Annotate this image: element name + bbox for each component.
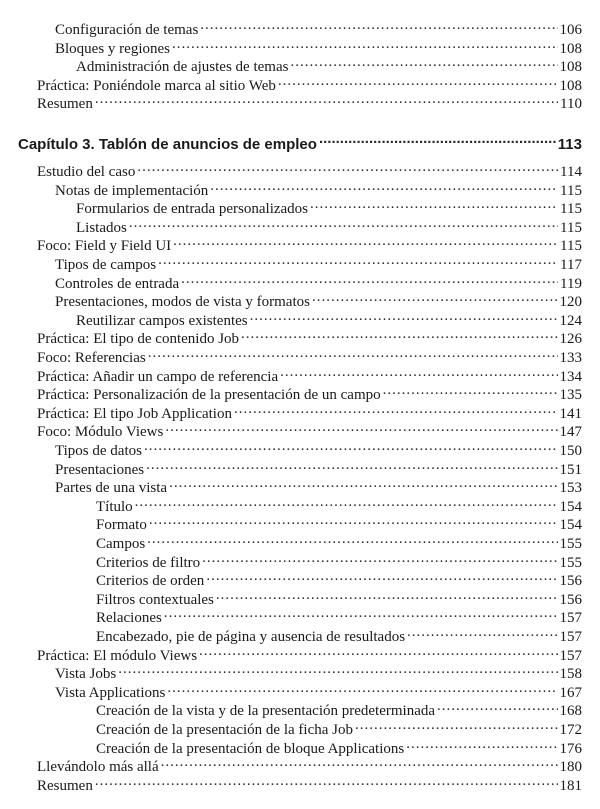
toc-entry-label: Práctica: Personalización de la presentación de un campo (37, 387, 381, 404)
toc-page-number: 119 (560, 275, 582, 292)
toc-page-number: 156 (559, 591, 582, 608)
toc-entry-label: Práctica: Añadir un campo de referencia (37, 368, 279, 385)
toc-entry (37, 753, 582, 776)
toc-entry-label: Foco: Field y Field UI (37, 238, 172, 255)
dot-leader (202, 549, 557, 567)
toc-entry (96, 511, 582, 534)
dot-leader (437, 697, 557, 715)
dot-leader (407, 623, 557, 641)
toc-page-number: 134 (559, 368, 582, 385)
dot-leader (290, 53, 557, 71)
toc-entry-label: Resumen (37, 96, 93, 113)
dot-leader (149, 511, 558, 529)
toc-entry (55, 437, 582, 459)
toc-entry-label: Foco: Referencias (37, 350, 146, 366)
toc-entry-label: Práctica: Poniéndole marca al sitio Web (37, 77, 276, 94)
toc-page-number: 168 (559, 703, 582, 720)
toc-page-number: 167 (559, 684, 582, 701)
toc-page-number: 108 (559, 40, 582, 57)
toc-page-number: 110 (560, 96, 582, 113)
dot-leader (147, 530, 557, 548)
dot-leader (206, 567, 557, 585)
toc-page-number: 115 (560, 238, 582, 255)
toc-entry (37, 344, 582, 366)
toc-entry-label: Notas de implementación (55, 182, 209, 199)
dot-leader (137, 158, 558, 176)
toc-page-number: 147 (559, 424, 582, 441)
toc-entry (55, 474, 582, 497)
toc-page-number: 181 (559, 777, 582, 794)
toc-entry (96, 735, 582, 757)
toc-page-number: 157 (559, 647, 582, 664)
toc-page-number: 157 (559, 610, 582, 627)
toc-entry (37, 158, 582, 180)
toc-entry (37, 72, 582, 94)
dot-leader (406, 735, 557, 753)
dot-leader (167, 679, 557, 697)
toc-page-number: 135 (559, 387, 582, 404)
toc-page-number: 180 (559, 759, 582, 776)
toc-entry-label: Práctica: El módulo Views (37, 647, 198, 664)
dot-leader (383, 381, 558, 399)
toc-entry (96, 623, 582, 645)
toc-page-number: 115 (560, 219, 582, 236)
dot-leader (355, 716, 558, 734)
toc-entry (96, 586, 582, 608)
toc-entry-label: Partes de una vista (55, 480, 168, 497)
toc-entry (55, 679, 582, 701)
toc-entry (96, 493, 582, 515)
toc-entry-label: Foco: Módulo Views (37, 424, 164, 441)
toc-entry-label: Filtros contextuales (96, 591, 214, 608)
toc-page-number: 151 (559, 461, 582, 478)
toc-entry (76, 214, 582, 236)
dot-leader (312, 288, 558, 306)
toc-entry-label: Capítulo 3. Tablón de anuncios de empleo (18, 136, 317, 153)
dot-leader (164, 604, 558, 622)
toc-entry-label: Estudio del caso (37, 164, 136, 180)
toc-page-number: 120 (559, 294, 582, 311)
toc-entry-label: Práctica: El tipo Job Application (37, 405, 232, 422)
toc-entry-label: Llevándolo más allá (37, 759, 159, 776)
toc-page-number: 156 (559, 573, 582, 590)
toc-entry-label: Creación de la presentación de bloque Applications (96, 740, 405, 757)
dot-leader (165, 418, 557, 436)
toc-entry (37, 418, 582, 441)
toc-page-number: 172 (559, 722, 582, 738)
toc-entry-label: Creación de la vista y de la presentación predeterminada (96, 703, 436, 720)
toc-entry-label: Tipos de campos (55, 257, 157, 273)
toc-entry (96, 567, 582, 590)
toc-entry-label: Bloques y regiones (55, 40, 170, 57)
toc-entry-label: Tipos de datos (55, 443, 142, 459)
dot-leader (280, 363, 557, 381)
toc-entry (55, 251, 582, 273)
toc-entry-label: Vista Applications (55, 684, 166, 701)
dot-leader (118, 660, 557, 678)
toc-entry (37, 363, 582, 385)
toc-entry (76, 195, 582, 218)
dot-leader (161, 753, 558, 771)
toc-entry (96, 697, 582, 720)
toc-page-number: 154 (559, 517, 582, 534)
toc-page-number: 114 (560, 164, 582, 180)
dot-leader (173, 232, 558, 250)
toc-entry-label: Presentaciones, modos de vista y formatos (55, 294, 310, 311)
toc-entry-label: Creación de la presentación de la ficha Job (96, 722, 353, 738)
toc-entry (37, 381, 582, 404)
toc-entry (76, 307, 582, 329)
toc-page-number: 115 (560, 182, 582, 199)
dot-leader (200, 16, 557, 34)
toc-entry (37, 772, 582, 794)
toc-entry-label: Presentaciones (55, 461, 145, 478)
toc-entry-label: Campos (96, 536, 146, 552)
toc-entry (37, 232, 582, 255)
toc-entry-label: Listados (76, 219, 127, 236)
toc-entry-label: Relaciones (96, 610, 162, 627)
toc-entry (37, 325, 582, 348)
toc-entry-label: Encabezado, pie de página y ausencia de resultados (96, 629, 406, 645)
toc-page-number: 155 (559, 536, 582, 552)
dot-leader (129, 214, 558, 232)
toc-entry (76, 53, 582, 76)
dot-leader (95, 90, 558, 108)
dot-leader (199, 642, 557, 660)
toc-entry (96, 530, 582, 552)
toc-page-number: 126 (559, 331, 582, 348)
dot-leader (158, 251, 558, 269)
toc-entry (96, 549, 582, 571)
dot-leader (135, 493, 558, 511)
dot-leader (95, 772, 558, 790)
toc-page-number: 153 (559, 480, 582, 497)
dot-leader (319, 129, 556, 149)
toc-page-number: 113 (557, 136, 582, 153)
toc-page-number: 157 (559, 629, 582, 645)
toc-entry-label: Resumen (37, 777, 93, 794)
toc-entry-label: Configuración de temas (55, 22, 199, 38)
toc-page-number: 150 (559, 443, 582, 459)
toc-entry-label: Formato (96, 517, 147, 534)
toc-entry (37, 400, 582, 422)
toc-entry-label: Administración de ajustes de temas (76, 59, 289, 76)
toc-page-number: 155 (559, 554, 582, 571)
toc-page-number: 115 (560, 201, 582, 218)
toc-page-number: 124 (559, 312, 582, 329)
toc-entry-label: Título (96, 498, 133, 515)
toc-entry (55, 35, 582, 57)
toc-page-number: 108 (559, 59, 582, 76)
toc-entry (55, 16, 582, 38)
dot-leader (250, 307, 558, 325)
toc-page-number: 154 (559, 498, 582, 515)
dot-leader (241, 325, 557, 343)
dot-leader (210, 177, 558, 195)
dot-leader (172, 35, 558, 53)
toc-page-number: 133 (559, 350, 582, 366)
dot-leader (148, 344, 558, 362)
toc-entry-label: Vista Jobs (55, 666, 117, 683)
toc-entry-label: Criterios de filtro (96, 554, 201, 571)
toc-entry (96, 604, 582, 627)
toc-entry (55, 456, 582, 478)
dot-leader (146, 456, 557, 474)
toc-entry (55, 270, 582, 292)
toc-entry (55, 177, 582, 199)
dot-leader (144, 437, 558, 455)
toc-chapter-heading (18, 129, 582, 153)
toc-page-number: 176 (559, 740, 582, 757)
toc-entry-label: Formularios de entrada personalizados (76, 201, 309, 218)
toc-entry-label: Práctica: El tipo de contenido Job (37, 331, 240, 348)
toc-entry (55, 660, 582, 683)
dot-leader (310, 195, 558, 213)
toc-entry (37, 90, 582, 113)
toc-entry-label: Criterios de orden (96, 573, 205, 590)
dot-leader (216, 586, 558, 604)
dot-leader (169, 474, 557, 492)
toc-page-number: 158 (559, 666, 582, 683)
toc-entry-label: Controles de entrada (55, 275, 180, 292)
toc-page-number: 106 (559, 22, 582, 38)
toc-entry-label: Reutilizar campos existentes (76, 312, 248, 329)
toc-page-number: 141 (559, 405, 582, 422)
toc-entry (37, 642, 582, 664)
toc-entry (55, 288, 582, 311)
toc-entry (96, 716, 582, 738)
toc-page-number: 117 (560, 257, 582, 273)
toc-page-number: 108 (559, 77, 582, 94)
dot-leader (181, 270, 558, 288)
dot-leader (234, 400, 558, 418)
dot-leader (278, 72, 558, 90)
